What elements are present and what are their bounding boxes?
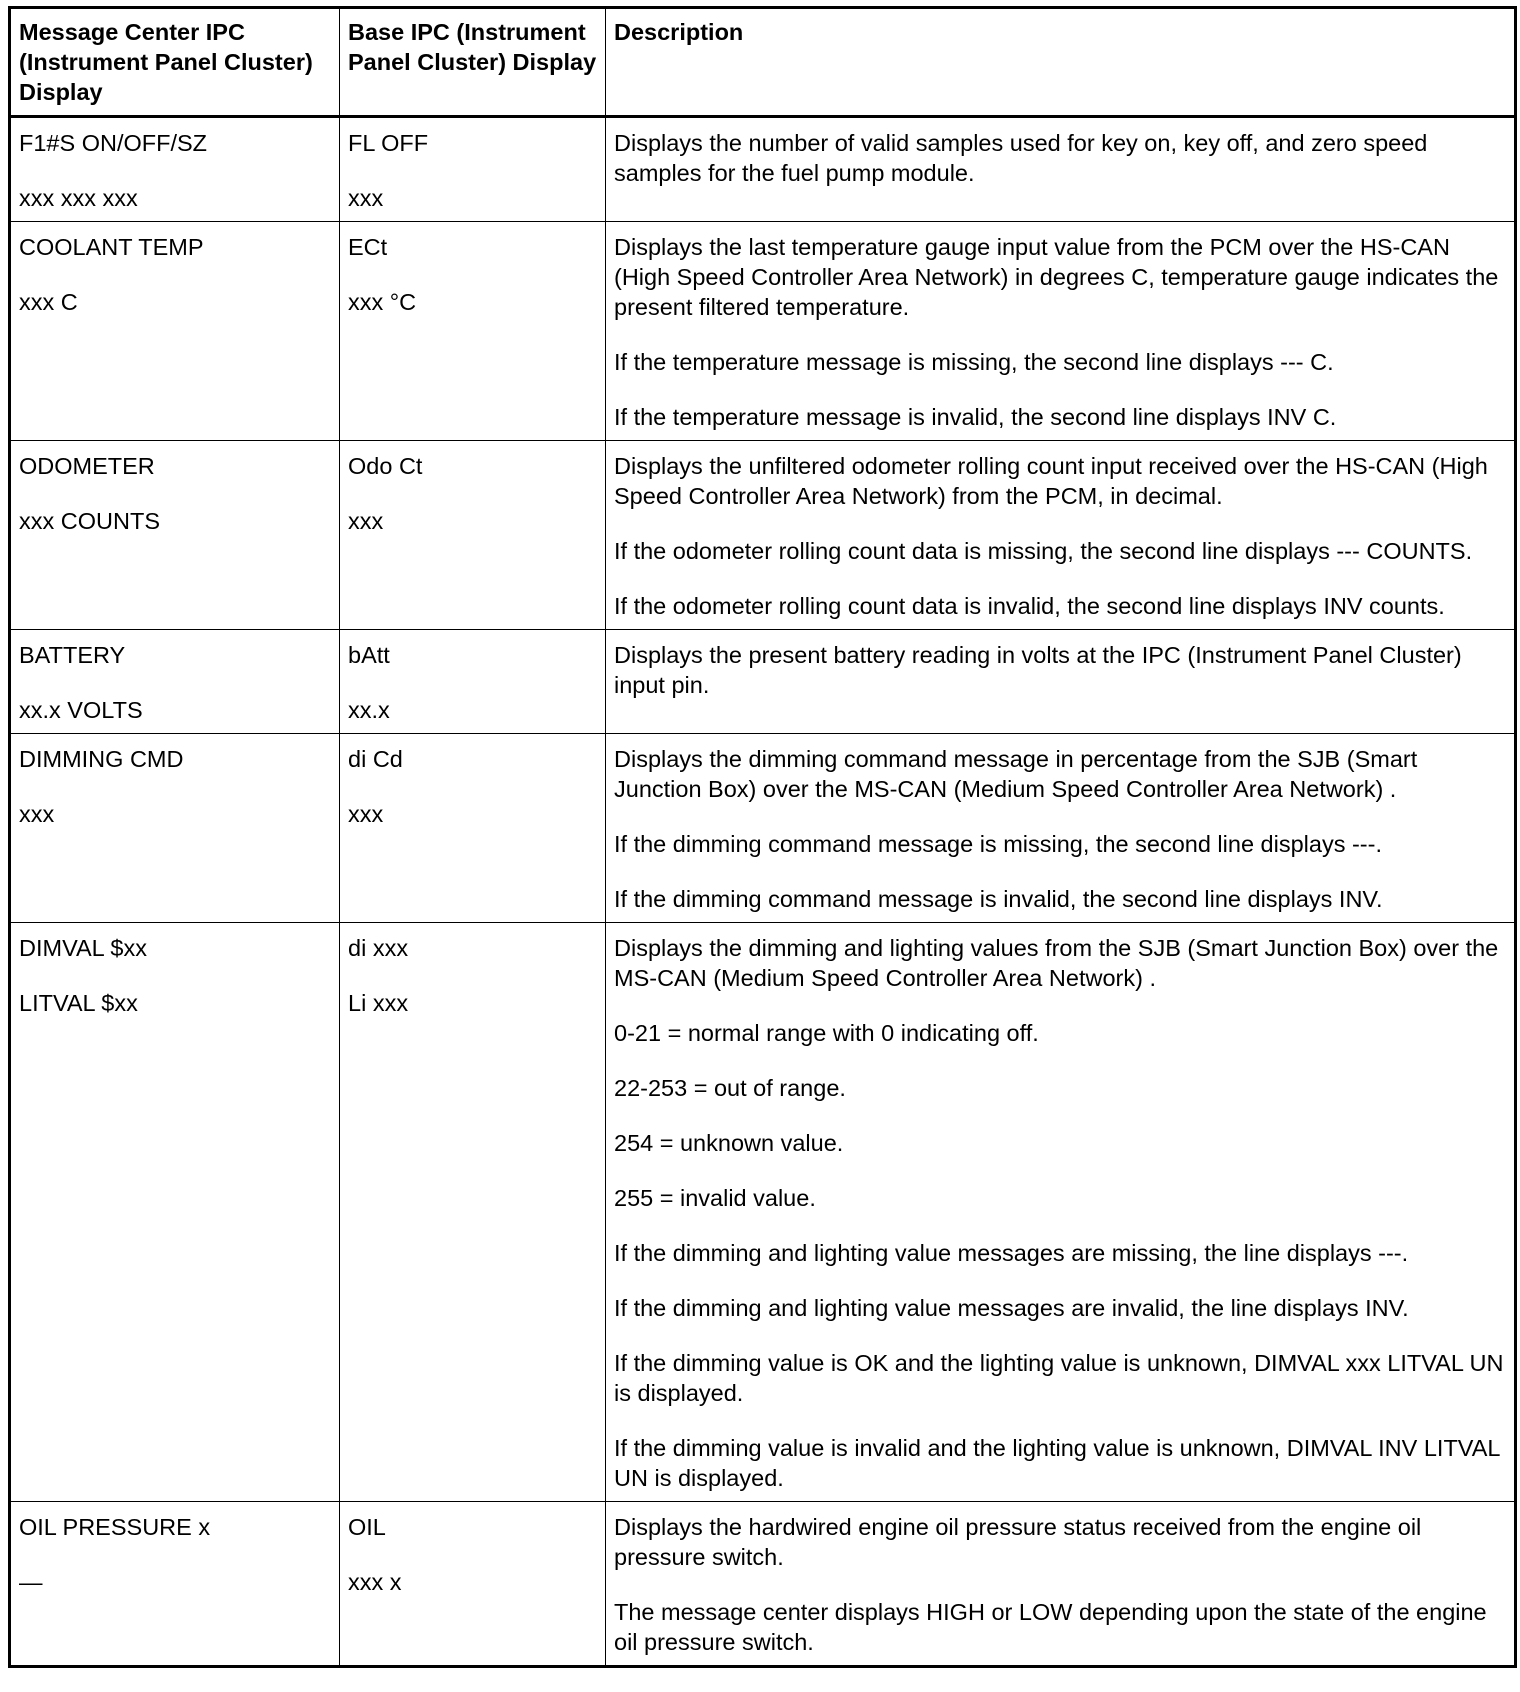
description-paragraph: If the dimming value is invalid and the lighting value is unknown, DIMVAL INV LITVAL UN is displayed. (614, 1435, 1500, 1491)
message-center-cell (10, 222, 340, 441)
table-row (10, 222, 1516, 441)
base-line: Li xxx (348, 990, 409, 1016)
description-paragraph: Displays the dimming command message in percentage from the SJB (Smart Junction Box) over the MS-CAN (Medium Speed Controller Area Network) . (614, 746, 1418, 802)
description-paragraph: Displays the last temperature gauge input value from the PCM over the HS-CAN (High Speed Controller Area Network) in degrees C, temperature gauge indicates the present filtered temperature. (614, 234, 1499, 320)
description-cell (606, 222, 1516, 441)
header-description: Description (606, 8, 1516, 117)
base-ipc-cell (340, 1502, 606, 1667)
description-paragraph: If the dimming value is OK and the lighting value is unknown, DIMVAL xxx LITVAL UN is displayed. (614, 1350, 1504, 1406)
base-line: Odo Ct (348, 453, 423, 479)
description-paragraph: Displays the present battery reading in volts at the IPC (Instrument Panel Cluster) input pin. (614, 642, 1462, 698)
description-paragraph: 254 = unknown value. (614, 1130, 844, 1156)
mc-line: ODOMETER (19, 453, 155, 479)
mc-line: F1#S ON/OFF/SZ (19, 130, 208, 156)
description-cell (606, 923, 1516, 1502)
description-cell (606, 734, 1516, 923)
mc-line: LITVAL $xx (19, 990, 138, 1016)
message-center-cell (10, 117, 340, 222)
description-paragraph: Displays the unfiltered odometer rolling count input received over the HS-CAN (High Speed Controller Area Network) from the PCM, in decimal. (614, 453, 1488, 509)
base-line: OIL (348, 1514, 386, 1540)
mc-line: xxx COUNTS (19, 508, 160, 534)
mc-line: xxx xxx xxx (19, 185, 138, 211)
description-paragraph: 0-21 = normal range with 0 indicating off. (614, 1020, 1039, 1046)
header-message-center: Message Center IPC (Instrument Panel Cluster) Display (10, 8, 340, 117)
base-line: xxx (348, 508, 384, 534)
base-line: xxx x (348, 1569, 402, 1595)
base-ipc-cell (340, 117, 606, 222)
base-ipc-cell (340, 222, 606, 441)
mc-line: BATTERY (19, 642, 126, 668)
message-center-cell (10, 630, 340, 734)
message-center-cell (10, 923, 340, 1502)
description-paragraph: If the dimming command message is invalid, the second line displays INV. (614, 886, 1383, 912)
mc-line: DIMMING CMD (19, 746, 184, 772)
description-cell (606, 630, 1516, 734)
base-ipc-cell (340, 923, 606, 1502)
base-line: ECt (348, 234, 388, 260)
message-center-cell (10, 441, 340, 630)
ipc-display-table (8, 6, 1517, 1668)
description-paragraph: The message center displays HIGH or LOW depending upon the state of the engine oil pressure switch. (614, 1599, 1487, 1655)
header-base-ipc: Base IPC (Instrument Panel Cluster) Display (340, 8, 606, 117)
description-paragraph: If the temperature message is invalid, the second line displays INV C. (614, 404, 1337, 430)
description-paragraph: Displays the number of valid samples used for key on, key off, and zero speed samples for the fuel pump module. (614, 130, 1428, 186)
description-paragraph: If the dimming and lighting value messages are invalid, the line displays INV. (614, 1295, 1409, 1321)
mc-line: — (19, 1569, 43, 1595)
description-cell (606, 1502, 1516, 1667)
description-paragraph: Displays the dimming and lighting values from the SJB (Smart Junction Box) over the MS-CAN (Medium Speed Controller Area Network) . (614, 935, 1499, 991)
mc-line: xxx C (19, 289, 78, 315)
message-center-cell (10, 1502, 340, 1667)
description-paragraph: Displays the hardwired engine oil pressure status received from the engine oil pressure switch. (614, 1514, 1422, 1570)
mc-line: xxx (19, 801, 55, 827)
base-line: bAtt (348, 642, 390, 668)
description-paragraph: If the temperature message is missing, the second line displays --- C. (614, 349, 1334, 375)
base-line: di xxx (348, 935, 409, 961)
table-row (10, 630, 1516, 734)
base-line: xxx (348, 801, 384, 827)
description-paragraph: 22-253 = out of range. (614, 1075, 846, 1101)
description-cell (606, 441, 1516, 630)
base-ipc-cell (340, 734, 606, 923)
base-ipc-cell (340, 441, 606, 630)
base-line: FL OFF (348, 130, 429, 156)
base-line: xxx °C (348, 289, 417, 315)
mc-line: OIL PRESSURE x (19, 1514, 211, 1540)
table-row (10, 441, 1516, 630)
description-paragraph: If the odometer rolling count data is missing, the second line displays --- COUNTS. (614, 538, 1473, 564)
base-ipc-cell (340, 630, 606, 734)
mc-line: COOLANT TEMP (19, 234, 204, 260)
description-paragraph: If the dimming command message is missing, the second line displays ---. (614, 831, 1382, 857)
table-row (10, 734, 1516, 923)
table-row (10, 1502, 1516, 1667)
description-paragraph: 255 = invalid value. (614, 1185, 816, 1211)
base-line: xx.x (348, 697, 390, 723)
base-line: di Cd (348, 746, 403, 772)
description-cell (606, 117, 1516, 222)
mc-line: DIMVAL $xx (19, 935, 147, 961)
base-line: xxx (348, 185, 384, 211)
table-row (10, 923, 1516, 1502)
table-row (10, 117, 1516, 222)
mc-line: xx.x VOLTS (19, 697, 143, 723)
header-row (10, 8, 1516, 117)
message-center-cell (10, 734, 340, 923)
description-paragraph: If the dimming and lighting value messages are missing, the line displays ---. (614, 1240, 1409, 1266)
description-paragraph: If the odometer rolling count data is invalid, the second line displays INV counts. (614, 593, 1445, 619)
